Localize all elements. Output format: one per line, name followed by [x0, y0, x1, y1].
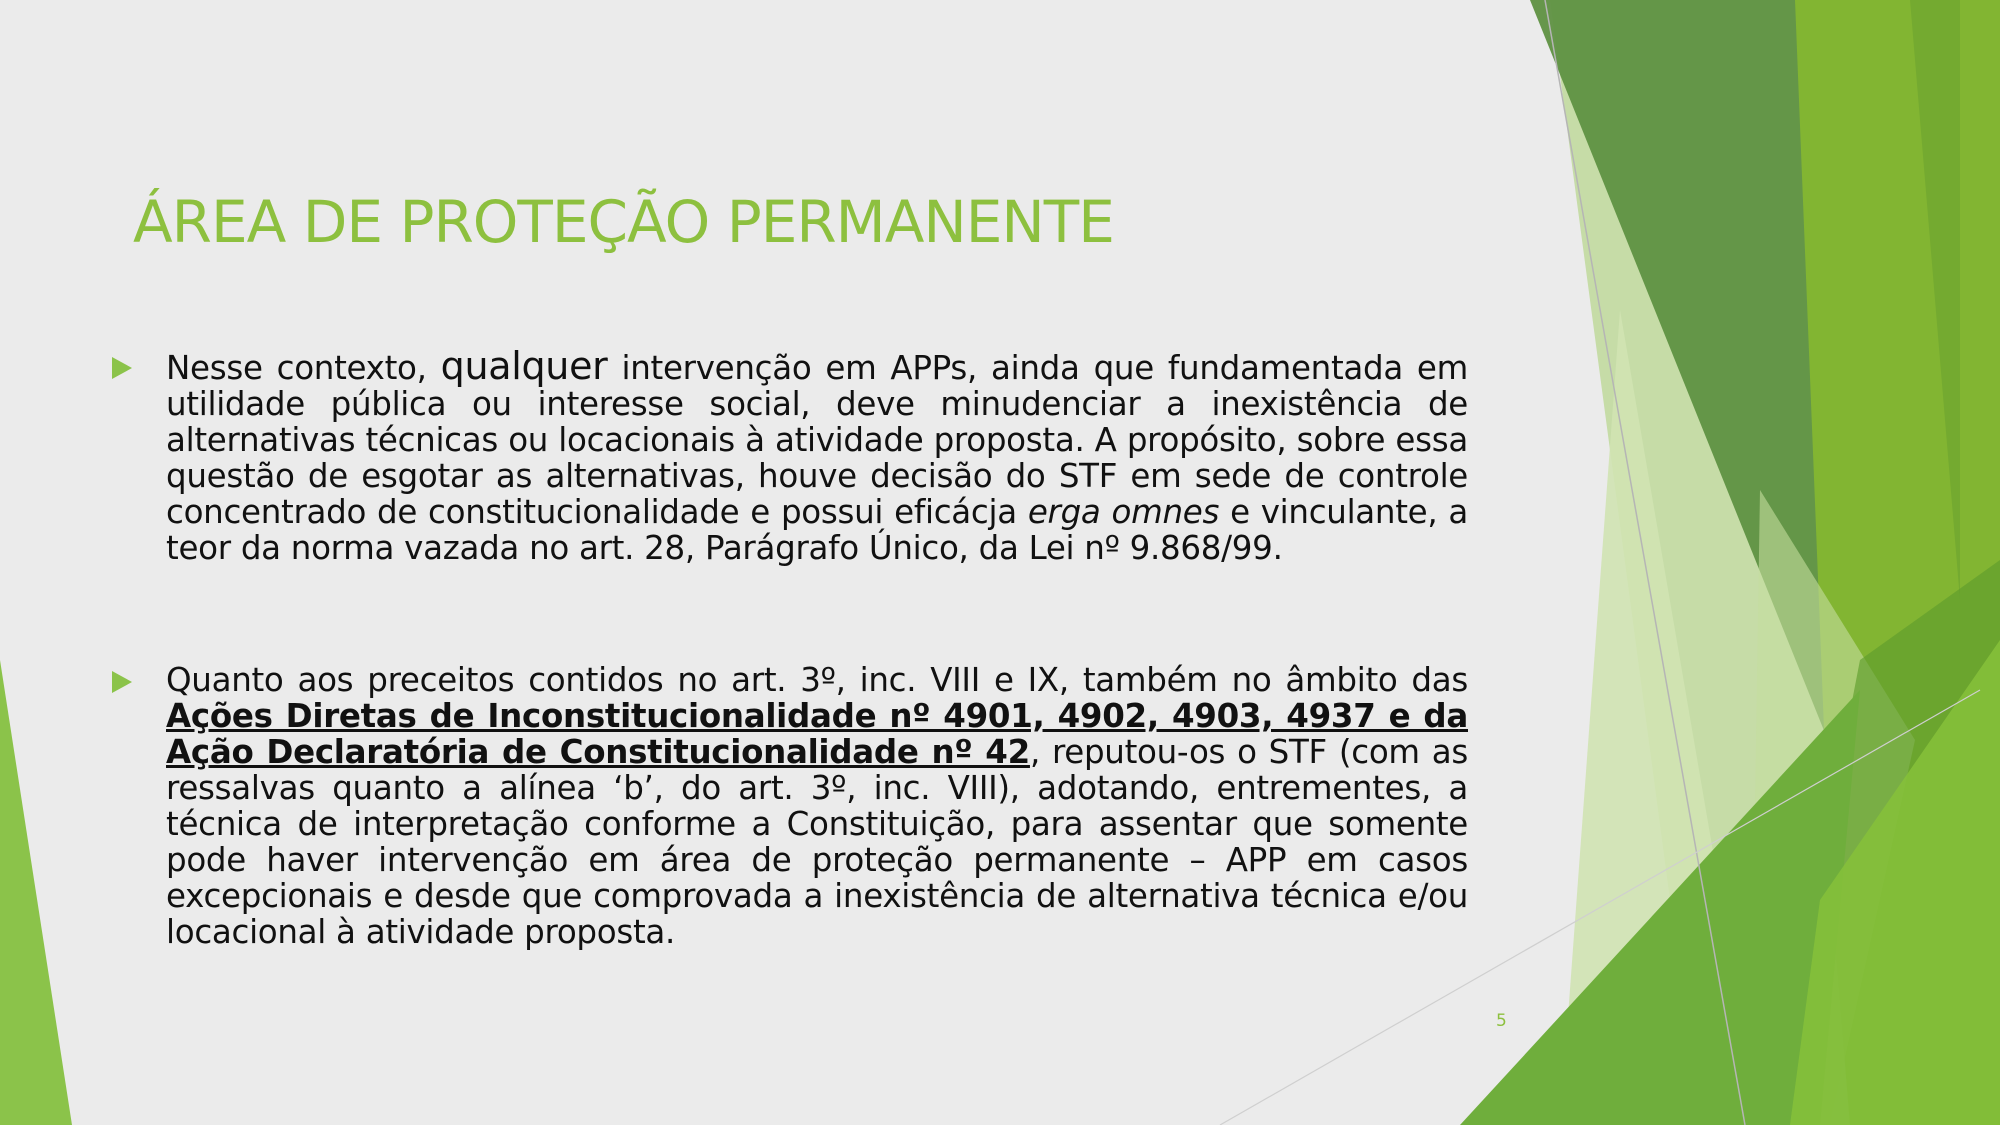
bullet-1-italic: erga omnes — [1027, 493, 1220, 531]
bullet-2-part-1: Quanto aos preceitos contidos no art. 3º, inc. VIII e IX, também no âmbito das — [166, 661, 1468, 699]
triangle-right-icon — [112, 357, 132, 379]
bullet-text-1 — [166, 344, 1469, 567]
bullet-item-1 — [110, 344, 1469, 567]
bullet-1-emphasis: qualquer — [440, 344, 608, 388]
bullet-1-part-3: e vinculante, a teor da norma vazada no art. 28, Parágrafo Único, da Lei nº 9.868/99. — [166, 493, 1469, 567]
bullet-2-part-2: , reputou-os o STF (com as ressalvas quanto a alínea ‘b’, do art. 3º, inc. VIII), adotando, entrementes, a técnica de interpretação conforme a Constituição, para assentar que somente pode haver intervenção em área de proteção permanente – APP em casos excepcionais e desde que comprovada a inexistência de alternativa técnica e/ou locacional à atividade proposta. — [166, 733, 1468, 951]
triangle-right-icon — [112, 671, 132, 693]
bullet-2-bold-underlined: Ações Diretas de Inconstitucionalidade nº 4901, 4902, 4903, 4937 e da Ação Declaratória de Constitucionalidade nº 42 — [166, 697, 1468, 771]
bullet-1-part-1: Nesse contexto, — [166, 349, 441, 387]
slide-title: ÁREA DE PROTEÇÃO PERMANENTE — [133, 188, 1114, 256]
bullet-text-2 — [166, 662, 1468, 950]
bullet-1-part-2: intervenção em APPs, ainda que fundamentada em utilidade pública ou interesse social, deve minudenciar a inexistência de alternativas técnicas ou locacionais à atividade proposta. A propósito, sobre essa questão de esgotar as alternativas, houve decisão do STF em sede de controle concentrado de constitucionalidade e possui eficácja — [166, 349, 1468, 531]
decor-shape-left — [0, 660, 72, 1125]
slide-content — [110, 344, 1469, 951]
page-number: 5 — [1496, 1011, 1507, 1031]
bullet-item-2 — [110, 662, 1468, 950]
